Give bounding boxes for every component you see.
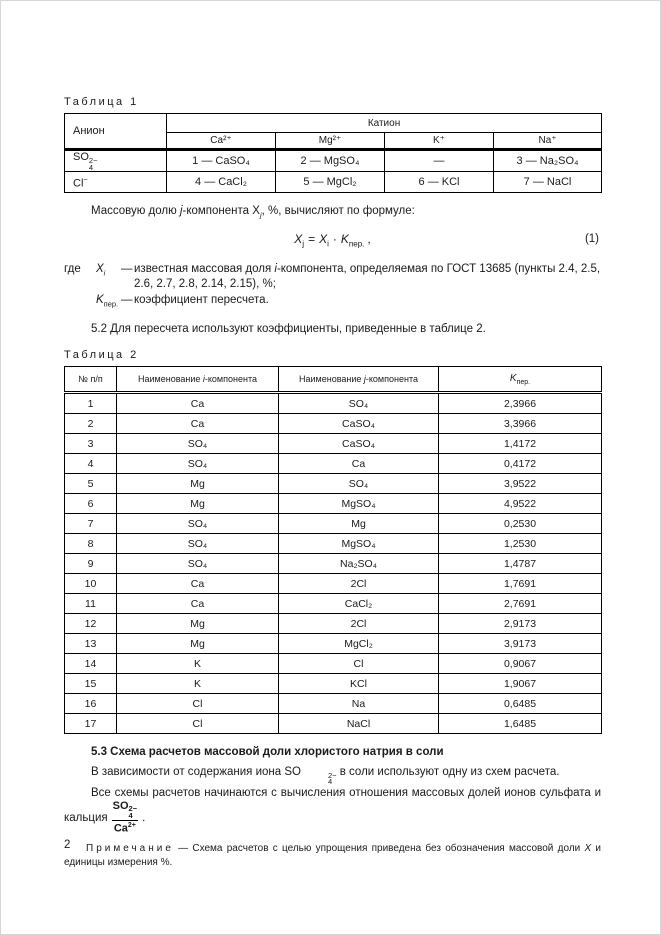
table2-cell-k: 0,9067 — [439, 654, 602, 674]
table2-cell-j: MgCl₂ — [279, 634, 439, 654]
formula-x2-sub: i — [327, 239, 329, 249]
xi-variable — [96, 262, 121, 281]
table2-cell-k: 1,4787 — [439, 554, 602, 574]
intro-text-3: , %, вычисляют по формуле: — [261, 205, 415, 217]
table2-cell-j: CaCl₂ — [279, 594, 439, 614]
xi-definition — [134, 262, 601, 293]
intro-text-1: Массовую долю — [91, 205, 180, 217]
table2-cell-j: MgSO₄ — [279, 494, 439, 514]
table2-cell-j: Ca — [279, 454, 439, 474]
paragraph-5-3-2-line1: Все схемы расчетов начинаются с вычисления отношения массовых долей ионов сульфата и — [91, 786, 601, 799]
def-text-a: известная массовая доля — [134, 262, 275, 275]
calcium-word: кальция — [64, 812, 108, 825]
table1-cell: — — [385, 150, 494, 172]
table2-cell-i: SO₄ — [117, 554, 279, 574]
formula-x2: X — [319, 231, 328, 246]
i-var: i — [202, 374, 205, 385]
table2-cell-i: Ca — [117, 393, 279, 414]
so4-ion — [284, 765, 337, 787]
table2-cell-num: 14 — [65, 654, 117, 674]
p53-text-a: В зависимости от содержания иона — [91, 765, 285, 778]
table2-cell-i: SO₄ — [117, 454, 279, 474]
table2-cell-num: 9 — [65, 554, 117, 574]
heading-5-3: 5.3 Схема расчетов массовой доли хлористого натрия в соли — [91, 746, 444, 759]
table2-cell-j: 2Cl — [279, 614, 439, 634]
table-row — [65, 654, 602, 674]
table1-cell: 7 — NaCl — [494, 172, 602, 193]
table1-cell: 6 — KCl — [385, 172, 494, 193]
table2-cell-j: Cl — [279, 654, 439, 674]
where-row-xi — [64, 262, 601, 293]
table2-cell-j: Na₂SO₄ — [279, 554, 439, 574]
note-label: Примечание — [86, 843, 174, 855]
definition-dash: — — [121, 293, 133, 306]
header-text: Наименование — [138, 374, 203, 385]
table-row — [65, 434, 602, 454]
table2-cell-j: SO₄ — [279, 474, 439, 494]
table1-col-mg: Mg²⁺ — [276, 133, 385, 150]
p53-text-b: в соли используют одну из схем расчета. — [336, 765, 560, 778]
where-block — [64, 262, 601, 312]
table2-cell-k: 1,7691 — [439, 574, 602, 594]
chem-stack — [301, 770, 337, 787]
definition-dash: — — [121, 262, 133, 275]
table1-cell: 5 — MgCl₂ — [276, 172, 385, 193]
table1-label: Таблица 1 — [64, 96, 139, 108]
table2-cell-i: SO₄ — [117, 514, 279, 534]
table1-anion-header: Анион — [65, 114, 167, 150]
header-text: -компонента — [204, 374, 257, 385]
chem-base: SO — [284, 765, 301, 778]
table2 — [64, 366, 602, 734]
table1 — [64, 113, 602, 193]
note-text-b: и единицы измерения %. — [64, 843, 601, 869]
table2-cell-num: 13 — [65, 634, 117, 654]
table1-header-row-cation — [65, 114, 602, 133]
dot-operator: · — [332, 231, 337, 246]
table2-cell-k: 3,3966 — [439, 414, 602, 434]
table2-cell-i: Mg — [117, 494, 279, 514]
paragraph-5-3-1 — [64, 765, 601, 786]
table2-cell-num: 10 — [65, 574, 117, 594]
table-row — [65, 454, 602, 474]
table2-cell-k: 0,2530 — [439, 514, 602, 534]
table2-cell-j: CaSO₄ — [279, 414, 439, 434]
table2-header-num: № п/п — [65, 367, 117, 393]
chem-base: SO — [73, 151, 89, 163]
table2-cell-num: 4 — [65, 454, 117, 474]
equals-sign: = — [308, 231, 316, 246]
chem-base: SO — [112, 800, 129, 812]
table2-cell-i: Cl — [117, 694, 279, 714]
table1-col-ca: Ca²⁺ — [167, 133, 276, 150]
table2-cell-i: SO₄ — [117, 434, 279, 454]
table2-cell-num: 17 — [65, 714, 117, 734]
table2-cell-i: Ca — [117, 574, 279, 594]
table2-cell-j: Na — [279, 694, 439, 714]
table2-cell-j: KCl — [279, 674, 439, 694]
table2-cell-k: 1,9067 — [439, 674, 602, 694]
table-row — [65, 554, 602, 574]
chem-base: Cl — [73, 177, 84, 190]
table-row — [65, 614, 602, 634]
chem-base: Ca — [113, 822, 128, 835]
page-content — [64, 1, 601, 880]
table2-cell-k: 2,9173 — [439, 614, 602, 634]
table1-anion-so4 — [65, 150, 167, 172]
table2-cell-j: CaSO₄ — [279, 434, 439, 454]
sentence-period: . — [142, 812, 146, 825]
table2-cell-j: NaCl — [279, 714, 439, 734]
table2-label: Таблица 2 — [64, 349, 139, 362]
chem-stack — [89, 158, 98, 171]
table2-cell-num: 15 — [65, 674, 117, 694]
table2-cell-num: 8 — [65, 534, 117, 554]
table2-header-row — [65, 367, 602, 393]
table2-body — [65, 393, 602, 734]
table2-cell-num: 16 — [65, 694, 117, 714]
table2-cell-num: 12 — [65, 614, 117, 634]
intro-paragraph — [64, 204, 601, 223]
table-row — [65, 150, 602, 172]
table2-cell-i: Ca — [117, 414, 279, 434]
var-base: K — [96, 293, 104, 306]
fraction-numerator — [112, 801, 138, 821]
table2-header-i-component — [117, 367, 279, 393]
table2-cell-num: 2 — [65, 414, 117, 434]
table1-col-k: K⁺ — [385, 133, 494, 150]
where-row-kper — [64, 293, 601, 312]
table2-cell-i: K — [117, 674, 279, 694]
table2-cell-k: 4,9522 — [439, 494, 602, 514]
k-var: K — [509, 372, 517, 384]
table-row — [65, 414, 602, 434]
table1-cell: 2 — MgSO₄ — [276, 150, 385, 172]
table-row — [65, 574, 602, 594]
x-var: X — [584, 843, 592, 855]
table2-cell-j: MgSO₄ — [279, 534, 439, 554]
note-text-a: Схема расчетов с целью упрощения приведена без обозначения массовой доли — [192, 843, 585, 855]
table-row — [65, 694, 602, 714]
header-text: -компонента — [365, 374, 418, 385]
chem-stack — [129, 806, 138, 819]
formula-1 — [64, 232, 601, 250]
table2-header-kper — [439, 367, 602, 393]
table2-cell-i: Ca — [117, 594, 279, 614]
table2-cell-k: 0,6485 — [439, 694, 602, 714]
table2-cell-k: 1,4172 — [439, 434, 602, 454]
table2-cell-k: 3,9173 — [439, 634, 602, 654]
table2-header-j-component — [279, 367, 439, 393]
paragraph-5-2: 5.2 Для пересчета используют коэффициенты, приведенные в таблице 2. — [91, 322, 486, 335]
chem-sup: 2+ — [127, 822, 136, 829]
table2-cell-k: 2,3966 — [439, 393, 602, 414]
table2-cell-k: 1,6485 — [439, 714, 602, 734]
chem-sub: 4 — [88, 162, 94, 172]
table2-cell-k: 2,7691 — [439, 594, 602, 614]
def-text-b: -компонента, определяемая по ГОСТ 13685 (пункты 2.4, 2.5, 2.6, 2.7, 2.8, 2.14, 2.15), %; — [134, 262, 601, 291]
table2-cell-i: Mg — [117, 614, 279, 634]
table-row — [65, 594, 602, 614]
formula-x1-sub: j — [302, 239, 305, 249]
table-row — [65, 514, 602, 534]
formula-k: K — [340, 231, 349, 246]
chem-sup: 2− — [327, 770, 337, 780]
k-sub: пер. — [516, 378, 531, 386]
formula-number: (1) — [584, 232, 599, 245]
table-row — [65, 393, 602, 414]
table2-cell-i: K — [117, 654, 279, 674]
x-sub-j: j — [259, 210, 262, 220]
formula-x1: X — [294, 231, 303, 246]
paragraph-5-3-2-line2 — [64, 800, 601, 835]
table2-cell-num: 7 — [65, 514, 117, 534]
var-sub: i — [103, 268, 106, 278]
table2-cell-i: SO₄ — [117, 534, 279, 554]
var-base: X — [96, 262, 104, 275]
table2-cell-j: SO₄ — [279, 393, 439, 414]
table2-cell-k: 3,9522 — [439, 474, 602, 494]
table2-cell-i: Mg — [117, 474, 279, 494]
formula-comma: , — [367, 231, 371, 246]
formula-k-sub: пер. — [348, 239, 365, 249]
table1-cell: 3 — Na₂SO₄ — [494, 150, 602, 172]
table-row — [65, 172, 602, 193]
header-text: Наименование — [299, 374, 364, 385]
table1-cell: 4 — CaCl₂ — [167, 172, 276, 193]
chem-sup: − — [83, 174, 88, 184]
j-var: j — [179, 205, 183, 217]
table2-cell-i: Mg — [117, 634, 279, 654]
where-label: где — [64, 262, 81, 275]
page-number: 2 — [64, 839, 71, 851]
table2-cell-k: 0,4172 — [439, 454, 602, 474]
chem-sup: 2− — [128, 804, 138, 813]
table1-cation-header: Катион — [167, 114, 602, 133]
table2-cell-k: 1,2530 — [439, 534, 602, 554]
note-dash: — — [173, 843, 193, 855]
chem-sup: 2− — [88, 156, 98, 165]
table1-col-na: Na⁺ — [494, 133, 602, 150]
note-paragraph — [64, 842, 601, 870]
table-row — [65, 634, 602, 654]
fraction-denominator — [112, 821, 138, 835]
table2-cell-j: Mg — [279, 514, 439, 534]
i-var: i — [274, 262, 277, 275]
intro-text-2: -компонента X — [182, 205, 260, 217]
table1-cell: 1 — CaSO₄ — [167, 150, 276, 172]
so4-ca-fraction — [112, 801, 138, 835]
var-sub: пер. — [103, 299, 119, 309]
table2-cell-num: 6 — [65, 494, 117, 514]
table2-cell-num: 11 — [65, 594, 117, 614]
chem-sub: 4 — [327, 777, 333, 787]
table-row — [65, 714, 602, 734]
table2-cell-num: 3 — [65, 434, 117, 454]
chem-sub: 4 — [128, 810, 133, 820]
table2-cell-num: 1 — [65, 393, 117, 414]
table-row — [65, 494, 602, 514]
j-var: j — [363, 374, 366, 385]
table2-cell-i: Cl — [117, 714, 279, 734]
table1-anion-cl — [65, 172, 167, 193]
table-row — [65, 534, 602, 554]
kper-variable — [96, 293, 121, 312]
kper-definition: коэффициент пересчета. — [134, 293, 269, 306]
table-row — [65, 474, 602, 494]
table2-cell-num: 5 — [65, 474, 117, 494]
table-row — [65, 674, 602, 694]
table2-cell-j: 2Cl — [279, 574, 439, 594]
